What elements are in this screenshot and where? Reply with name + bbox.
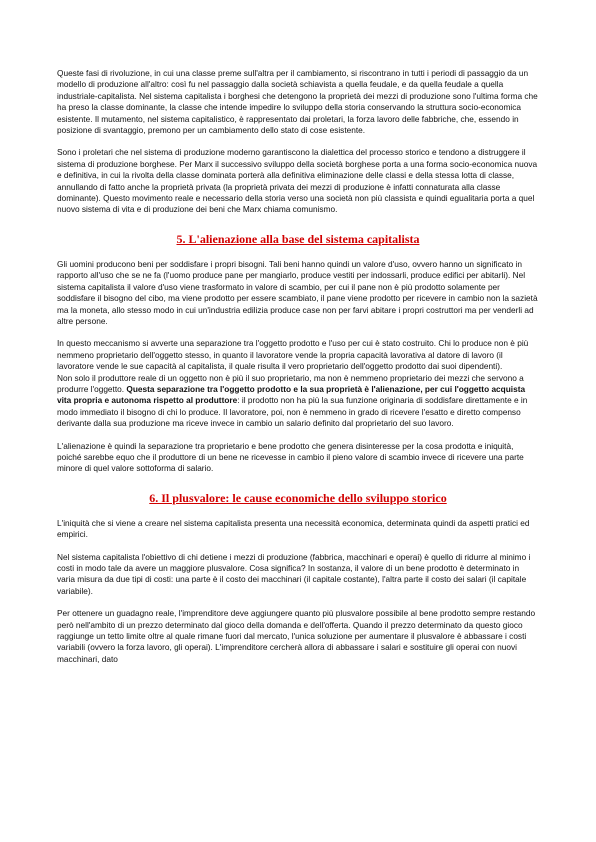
section-6-paragraph-3: Per ottenere un guadagno reale, l'imprenditore deve aggiungere quanto più plusvalore possibile al bene prodotto sempre restando però nell'ambito di un prezzo determinato dal gioco della domanda e dell'offerta. Quando il prezzo determinato da questo gioco raggiunge un tetto limite oltre al quale rimane fuori dal mercato, l'unica soluzione per aumentare il plusvalore è abbassare i costi variabili (ovvero la forza lavoro, gli operai). L'imprenditore cercherà allora di abbassare i salari e sostituire gli operai con nuovi macchinari, dato (57, 608, 536, 664)
section-5-paragraph-1: Gli uomini producono beni per soddisfare i propri bisogni. Tali beni hanno quindi un valore d'uso, ovvero hanno un significato in rapporto all'uso che se ne fa (l'uomo produce pane per mangiarlo, produce vestiti per indossarli, produce edifici per abitarli). Nel sistema capitalista il valore d'uso viene trasformato in valore di scambio, per cui il pane non è più prodotto solamente per soddisfare il bisogno del cibo, ma viene prodotto per essere scambiato, il pane viene prodotto per ricevere in cambio non la sazietà ma la moneta, allo stesso modo in cui un'industria edilizia produce case non per farvi abitare i propri costruttori ma per venderli ad altre persone. (57, 258, 538, 326)
document-body (57, 68, 539, 665)
section-5-paragraph-3-start: Non solo il produttore reale di un oggetto non è più il suo proprietario, ma non è nemmeno proprietario dei mezzi che servono a produrre l'oggetto. (57, 372, 524, 394)
section-5-paragraph-3-end: : il prodotto non ha più la sua funzione originaria di soddisfare direttamente e in modo immediato il bisogno di chi lo produce. Il lavoratore, poi, non è nemmeno in grado di ricevere l'esatto e diretto compenso derivante dalla sua produzione ma riceve invece in cambio un salario definito dal proprietario del suo lavoro. (57, 395, 528, 429)
section-5-paragraph-3 (57, 373, 539, 430)
section-5-heading: 5. L'alienazione alla base del sistema capitalista (176, 231, 420, 246)
section-5-paragraph-4: L'alienazione è quindi la separazione tra proprietario e bene prodotto che genera disinteresse per la cosa prodotta e iniquità, poiché sarebbe equo che il produttore di un bene ne ricevesse in cambio il pieno valore di scambio invece di ricevere una parte minore di quel valore sottoforma di salario. (57, 440, 524, 474)
section-6-paragraph-1: L'iniquità che si viene a creare nel sistema capitalista presenta una necessità economica, determinata quindi da aspetti pratici ed empirici. (57, 517, 530, 540)
section-6-paragraph-2: Nel sistema capitalista l'obiettivo di chi detiene i mezzi di produzione (fabbrica, macchinari e operai) è quello di ridurre al minimo i costi in modo tale da avere un maggiore plusvalore. Cosa significa? In sostanza, il valore di un bene prodotto è determinato in varia misura da due tipi di costi: una parte è il costo dei macchinari (il capitale costante), l'altra parte il costo dei salari (il capitale variabile). (57, 551, 531, 596)
intro-paragraph-1: Queste fasi di rivoluzione, in cui una classe preme sull'altra per il cambiamento, si riscontrano in tutti i periodi di passaggio da un modello di produzione all'altro: così fu nel passaggio dalla società schiavista a quella feudale, e da quella feudale a quella industriale-capitalista. Nel sistema capitalista i borghesi che detengono la proprietà dei mezzi di produzione sono l'ultima forma che ha preso la classe dominante, la classe che intende impedire lo sviluppo della storia conservando la struttura socio-economica esistente. Il mutamento, nel sistema capitalistico, è rappresentato dai proletari, la forza lavoro delle fabbriche, che, essendo in posizione di svantaggio, premono per un cambiamento dello stato di cose esistente. (57, 68, 538, 136)
intro-paragraph-2: Sono i proletari che nel sistema di produzione moderno garantiscono la dialettica del processo storico e tendono a distruggere il sistema di produzione borghese. Per Marx il successivo sviluppo della società borghese porta a una forma socio-economica nuova e definitiva, in cui la rivolta della classe dominata porterà alla definitiva eliminazione delle classi e della stessa lotta di classe, annullando di fatto anche la proprietà privata (la proprietà privata dei mezzi di produzione è infatti connaturata alla classe dominante). Questo movimento reale e necessario della storia verso una società non più classista e quindi egualitaria porta a quel nuovo sistema di vita e di produzione dei beni che Marx chiama comunismo. (57, 147, 538, 215)
section-6-heading: 6. Il plusvalore: le cause economiche dello sviluppo storico (149, 490, 447, 505)
section-5-paragraph-2: In questo meccanismo si avverte una separazione tra l'oggetto prodotto e l'uso per cui è stato costruito. Chi lo produce non è più nemmeno proprietario dell'oggetto stesso, in quanto il lavoratore vende la propria capacità lavorativa al datore di lavoro (il lavoratore vende le sue capacità al capitalista, il quale risulta il vero proprietario dell'oggetto prodotto dai suoi dipendenti). (57, 338, 529, 372)
alienation-definition: Questa separazione tra l'oggetto prodotto e la sua proprietà è l'alienazione, per cui l'oggetto acquista vita propria e autonoma rispetto al produttore (57, 383, 526, 406)
